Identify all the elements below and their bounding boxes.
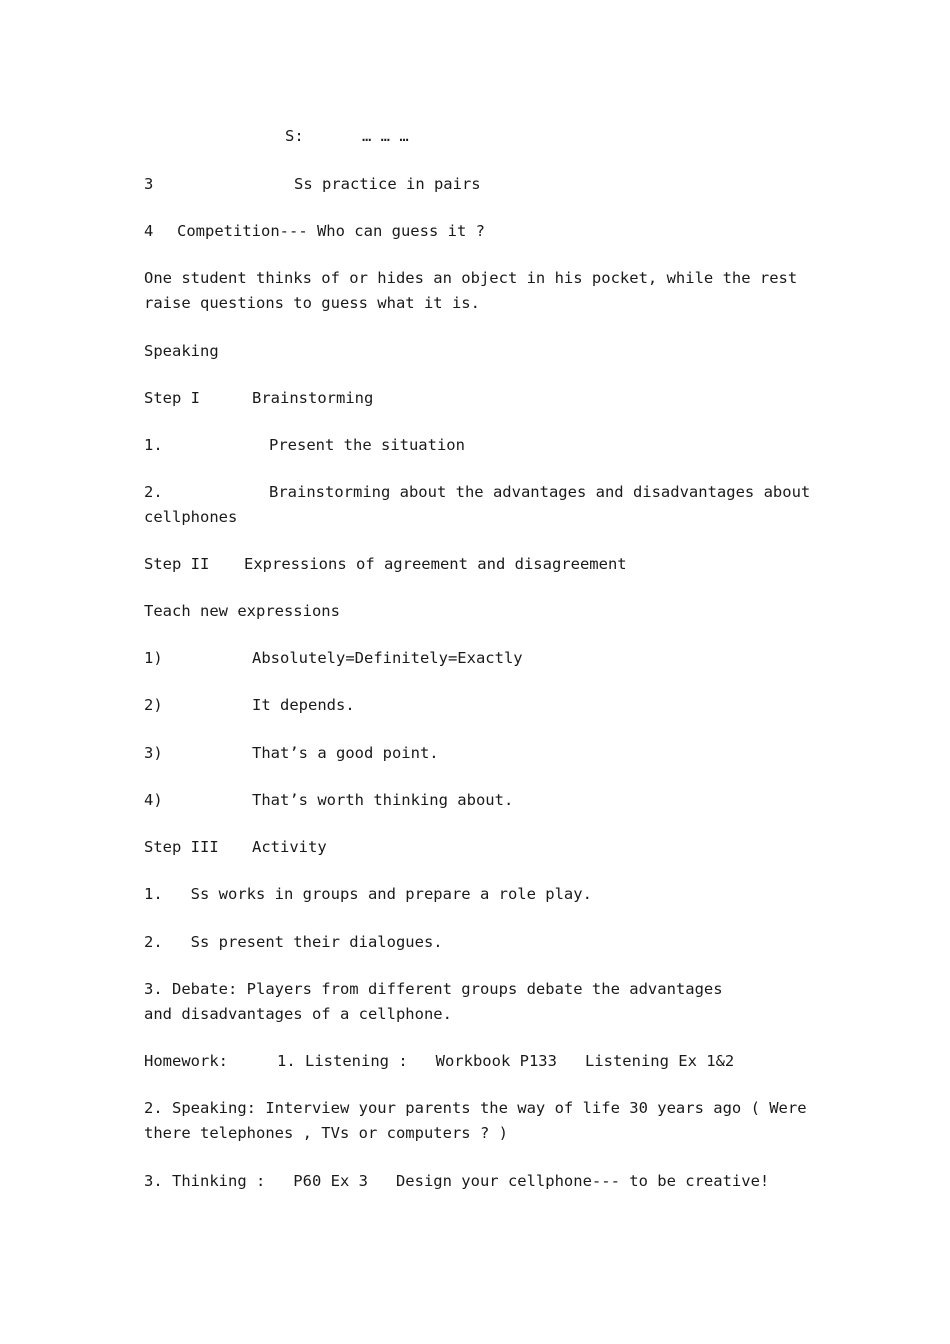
step-3-text: Activity [252, 838, 327, 856]
line-4-text: Competition--- Who can guess it ? [177, 222, 485, 240]
step-2-text: Expressions of agreement and disagreement [244, 555, 627, 573]
line-3-text: Ss practice in pairs [294, 175, 481, 193]
section-speaking: Speaking [144, 342, 219, 360]
activity-2: 2. Ss present their dialogues. [144, 933, 443, 951]
s-text: … … … [362, 127, 409, 145]
expression-2-text: It depends. [252, 696, 355, 714]
activity-1: 1. Ss works in groups and prepare a role play. [144, 885, 592, 903]
homework-1: 1. Listening : Workbook P133 Listening Ex 1&2 [277, 1052, 735, 1070]
brainstorm-2-number: 2. [144, 483, 163, 501]
expression-3-number: 3) [144, 744, 163, 762]
expression-4-text: That’s worth thinking about. [252, 791, 514, 809]
homework-2: 2. Speaking: Interview your parents the way of life 30 years ago ( Were there telephones , TVs or computers ? ) [144, 1099, 807, 1142]
step-2-label: Step II [144, 555, 210, 573]
teach-line: Teach new expressions [144, 602, 340, 620]
line-4-number: 4 [144, 222, 154, 240]
homework-3: 3. Thinking : P60 Ex 3 Design your cellphone--- to be creative! [144, 1172, 770, 1190]
homework-label: Homework: [144, 1052, 228, 1070]
expression-2-number: 2) [144, 696, 163, 714]
step-1-label: Step I [144, 389, 200, 407]
step-1-text: Brainstorming [252, 389, 374, 407]
brainstorm-2-text: Brainstorming about the advantages and disadvantages about [269, 483, 811, 501]
expression-1-text: Absolutely=Definitely=Exactly [252, 649, 523, 667]
line-3-number: 3 [144, 175, 154, 193]
expression-4-number: 4) [144, 791, 163, 809]
brainstorm-1-text: Present the situation [269, 436, 465, 454]
expression-1-number: 1) [144, 649, 163, 667]
s-label: S: [285, 127, 304, 145]
expression-3-text: That’s a good point. [252, 744, 439, 762]
step-3-label: Step III [144, 838, 219, 856]
brainstorm-2-continuation: cellphones [144, 508, 238, 526]
paragraph-competition: One student thinks of or hides an object in his pocket, while the rest raise questions to guess what it is. [144, 269, 798, 312]
activity-3: 3. Debate: Players from different groups debate the advantages and disadvantages of a cellphone. [144, 980, 723, 1023]
brainstorm-1-number: 1. [144, 436, 163, 454]
